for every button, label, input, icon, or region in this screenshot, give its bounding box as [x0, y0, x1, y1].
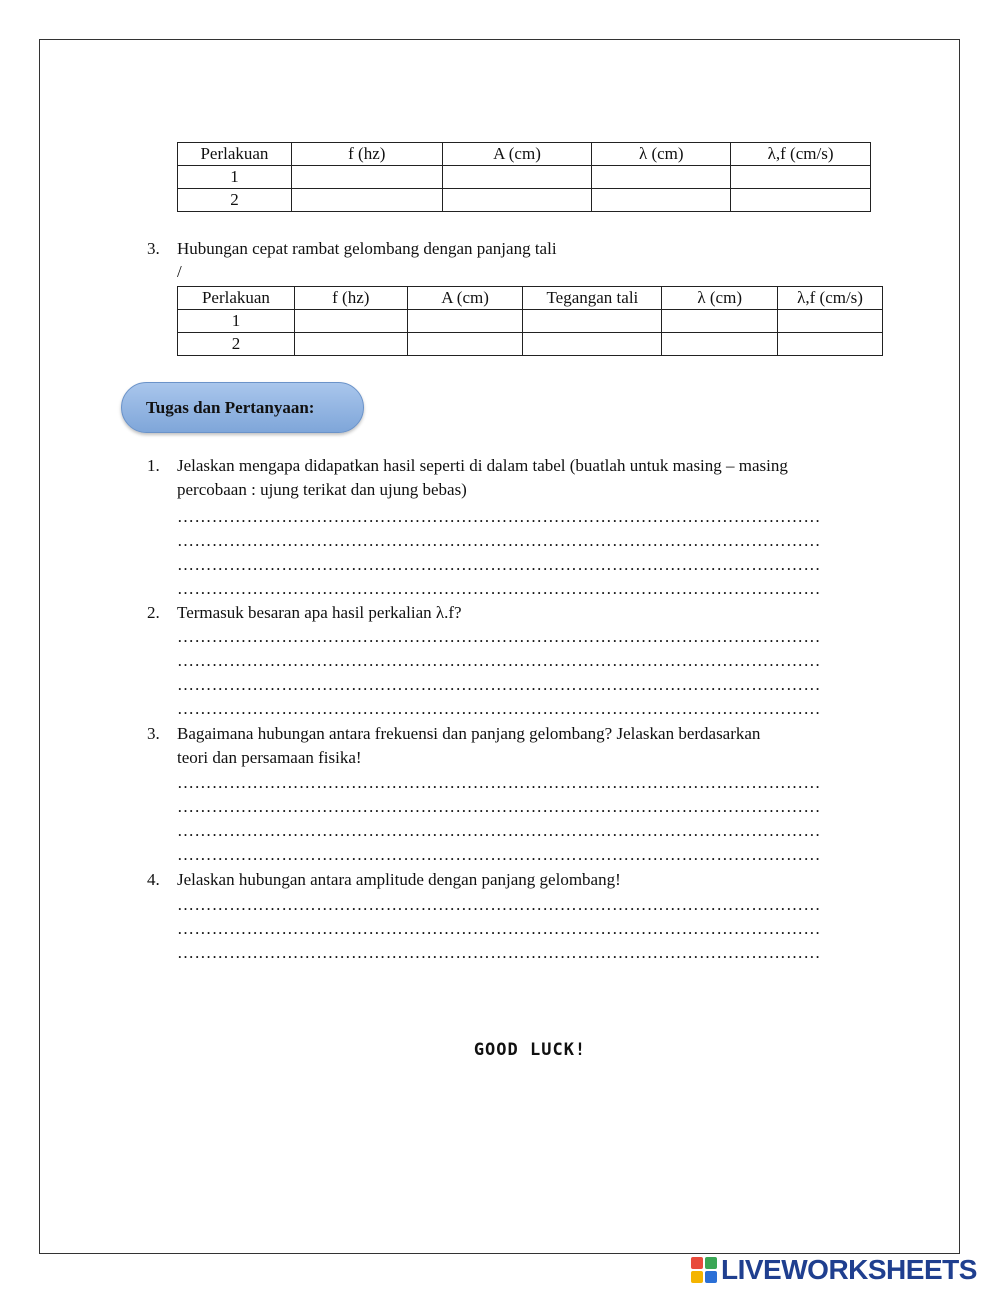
table-cell-perlakuan: 2	[178, 333, 295, 356]
table-cell-input[interactable]	[662, 310, 778, 333]
table-cell-input[interactable]	[291, 166, 442, 189]
question-text: percobaan : ujung terikat dan ujung bebas)	[177, 480, 467, 499]
question-number: 2.	[147, 603, 160, 622]
table-header-cell: λ,f (cm/s)	[731, 143, 871, 166]
stray-mark: /	[177, 262, 182, 281]
section-title: Hubungan cepat rambat gelombang dengan panjang tali	[177, 239, 557, 258]
table-row	[178, 333, 883, 356]
answer-line[interactable]: …………………………………………………………………………………………………	[177, 651, 821, 670]
question-number: 4.	[147, 870, 160, 889]
table-cell-input[interactable]	[523, 333, 662, 356]
table-cell-input[interactable]	[442, 189, 592, 212]
table-row	[178, 310, 883, 333]
answer-line[interactable]: …………………………………………………………………………………………………	[177, 821, 821, 840]
table-header-row	[178, 287, 883, 310]
answer-line[interactable]: …………………………………………………………………………………………………	[177, 699, 821, 718]
answer-line[interactable]: …………………………………………………………………………………………………	[177, 507, 821, 526]
closing-text: GOOD LUCK!	[473, 1040, 587, 1060]
table-header-cell: Perlakuan	[178, 143, 292, 166]
section-number: 3.	[147, 239, 160, 258]
answer-line[interactable]: …………………………………………………………………………………………………	[177, 579, 821, 598]
table-header-cell: A (cm)	[442, 143, 592, 166]
answer-line[interactable]: …………………………………………………………………………………………………	[177, 675, 821, 694]
data-table-1	[177, 142, 871, 212]
table-cell-perlakuan: 2	[178, 189, 292, 212]
table-cell-input[interactable]	[731, 189, 871, 212]
table-cell-input[interactable]	[778, 310, 883, 333]
question-number: 3.	[147, 724, 160, 743]
answer-line[interactable]: …………………………………………………………………………………………………	[177, 943, 821, 962]
table-header-cell: f (hz)	[291, 143, 442, 166]
answer-line[interactable]: …………………………………………………………………………………………………	[177, 919, 821, 938]
answer-line[interactable]: …………………………………………………………………………………………………	[177, 773, 821, 792]
table-header-cell: A (cm)	[407, 287, 523, 310]
question-text: Termasuk besaran apa hasil perkalian λ.f?	[177, 603, 462, 622]
table-header-cell: Tegangan tali	[523, 287, 662, 310]
table-header-cell: λ,f (cm/s)	[778, 287, 883, 310]
tasks-heading: Tugas dan Pertanyaan:	[121, 382, 364, 433]
brand-name: LIVEWORKSHEETS	[721, 1254, 977, 1285]
table-header-cell: f (hz)	[294, 287, 407, 310]
answer-line[interactable]: …………………………………………………………………………………………………	[177, 797, 821, 816]
question-text: Jelaskan hubungan antara amplitude dengan panjang gelombang!	[177, 870, 621, 889]
table-cell-input[interactable]	[592, 189, 731, 212]
question-text: Jelaskan mengapa didapatkan hasil seperti di dalam tabel (buatlah untuk masing – masing	[177, 456, 788, 475]
table-cell-input[interactable]	[294, 310, 407, 333]
table-cell-input[interactable]	[442, 166, 592, 189]
table-cell-input[interactable]	[731, 166, 871, 189]
table-header-cell: λ (cm)	[662, 287, 778, 310]
table-header-row	[178, 143, 871, 166]
brand-logo	[691, 1254, 991, 1286]
table-header-cell: λ (cm)	[592, 143, 731, 166]
table-row	[178, 189, 871, 212]
liveworksheets-icon	[691, 1257, 717, 1283]
table-cell-input[interactable]	[407, 310, 523, 333]
table-cell-input[interactable]	[407, 333, 523, 356]
answer-line[interactable]: …………………………………………………………………………………………………	[177, 845, 821, 864]
table-cell-input[interactable]	[294, 333, 407, 356]
table-row	[178, 166, 871, 189]
table-cell-input[interactable]	[291, 189, 442, 212]
table-cell-input[interactable]	[662, 333, 778, 356]
answer-line[interactable]: …………………………………………………………………………………………………	[177, 895, 821, 914]
table-cell-input[interactable]	[523, 310, 662, 333]
question-text: Bagaimana hubungan antara frekuensi dan panjang gelombang? Jelaskan berdasarkan	[177, 724, 761, 743]
table-cell-input[interactable]	[778, 333, 883, 356]
answer-line[interactable]: …………………………………………………………………………………………………	[177, 531, 821, 550]
table-cell-perlakuan: 1	[178, 166, 292, 189]
answer-line[interactable]: …………………………………………………………………………………………………	[177, 627, 821, 646]
table-cell-perlakuan: 1	[178, 310, 295, 333]
table-header-cell: Perlakuan	[178, 287, 295, 310]
question-text: teori dan persamaan fisika!	[177, 748, 362, 767]
data-table-2	[177, 286, 883, 356]
table-cell-input[interactable]	[592, 166, 731, 189]
question-number: 1.	[147, 456, 160, 475]
answer-line[interactable]: …………………………………………………………………………………………………	[177, 555, 821, 574]
